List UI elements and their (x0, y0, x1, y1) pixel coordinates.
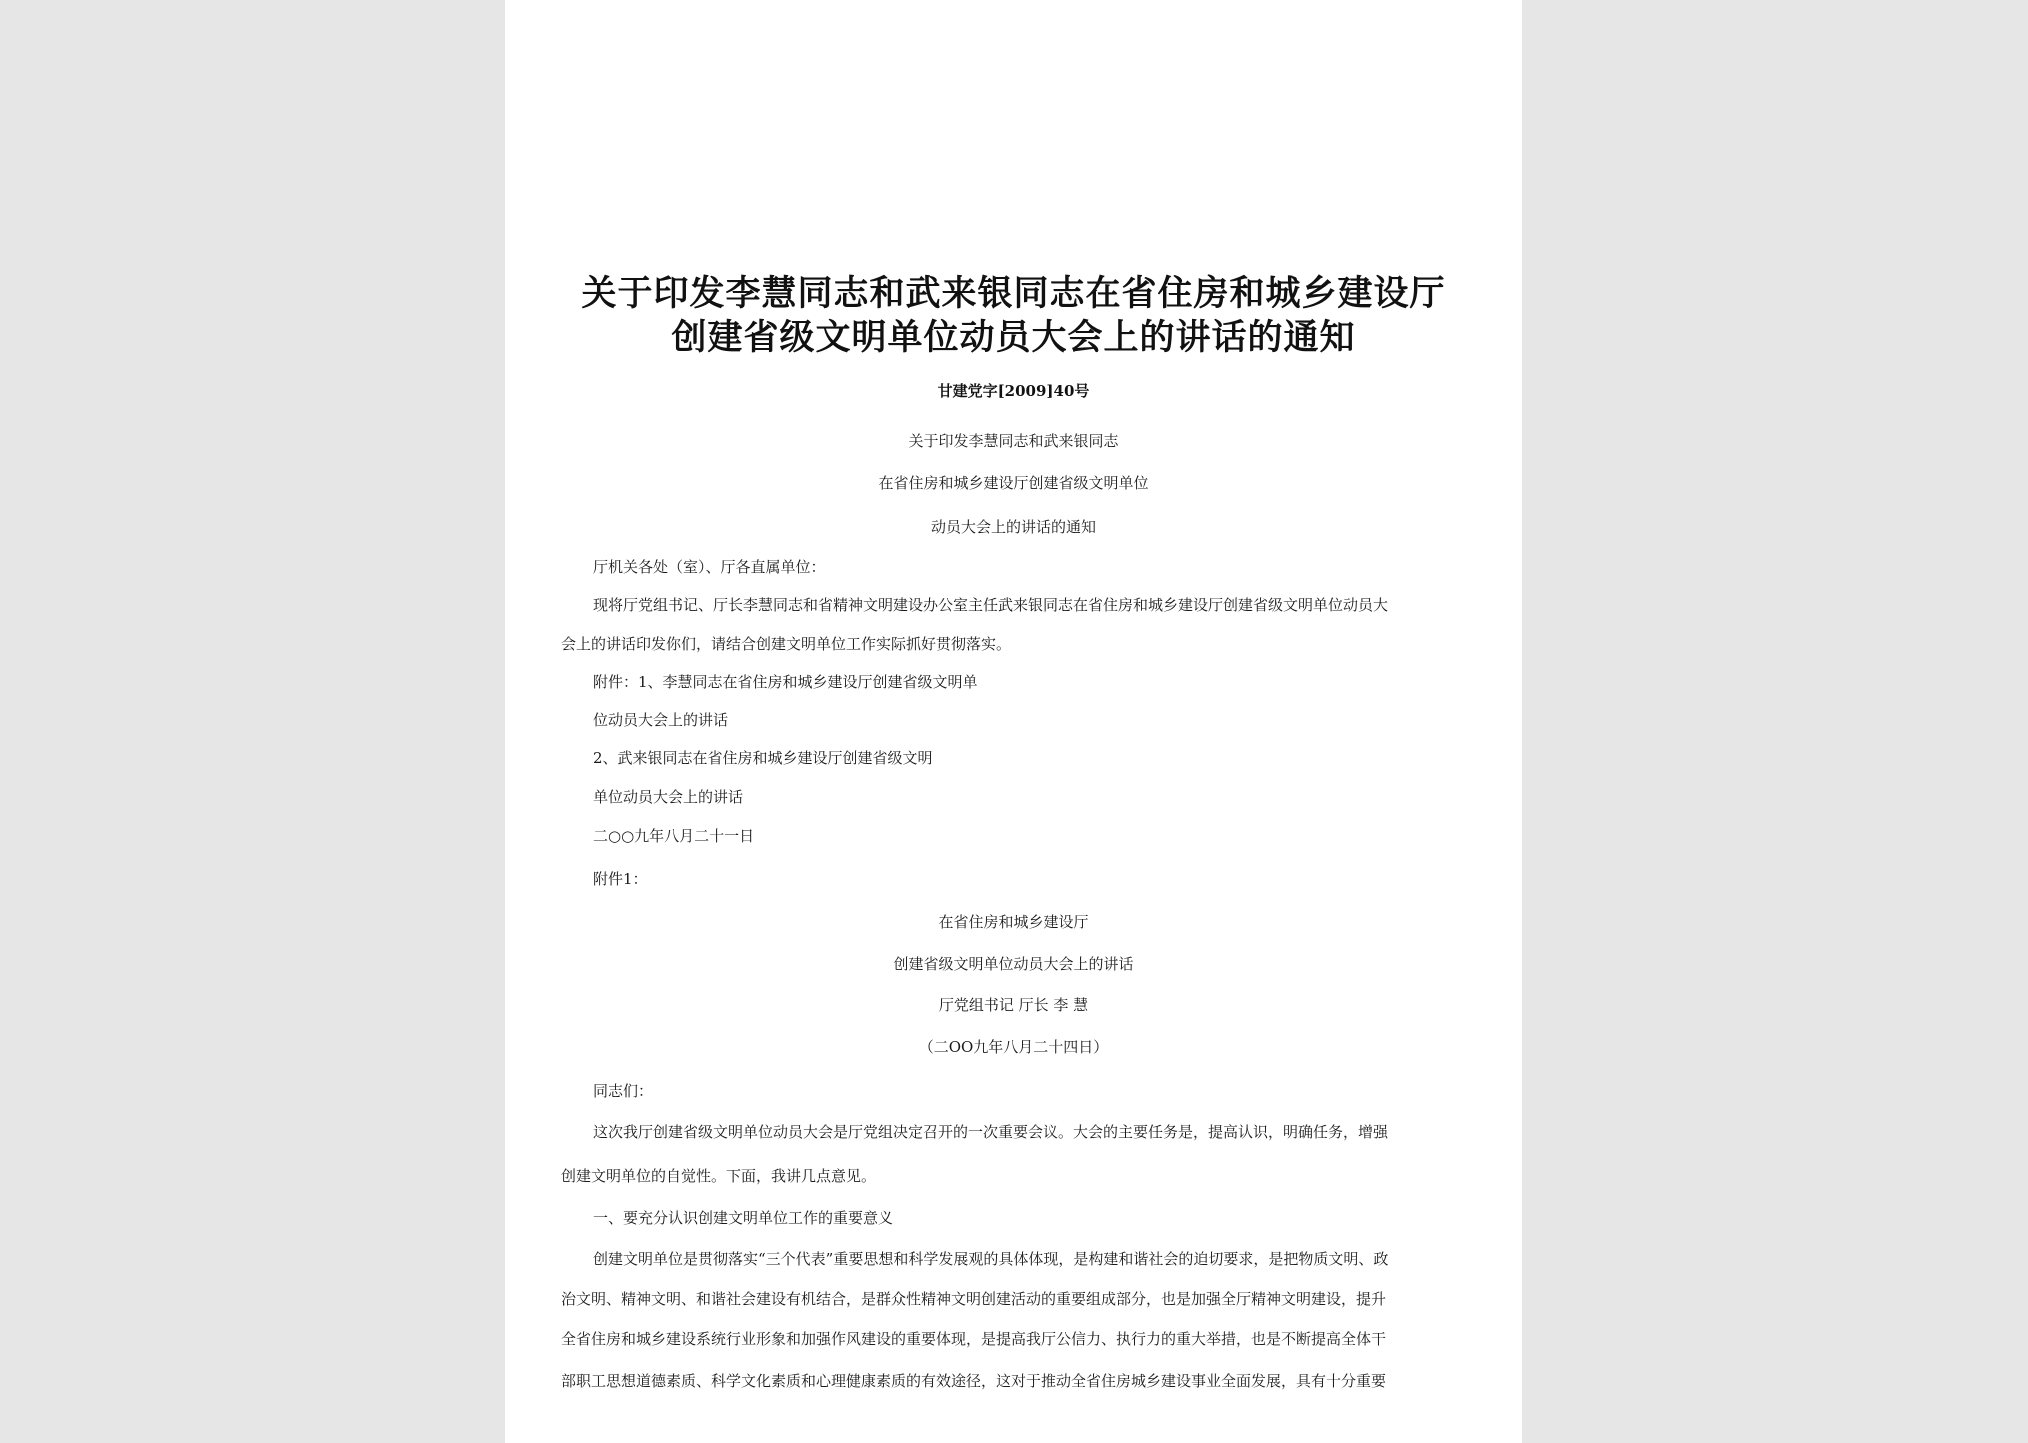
speech-heading-line-2: 创建省级文明单位动员大会上的讲话 (893, 955, 1134, 973)
speech-date: （二OO九年八月二十四日） (918, 1038, 1109, 1056)
subtitle-line-1: 关于印发李慧同志和武来银同志 (908, 432, 1119, 450)
attachment-label: 附件1： (593, 870, 648, 888)
section-one-heading: 一、要充分认识创建文明单位工作的重要意义 (593, 1209, 894, 1227)
notice-date: 二○○九年八月二十一日 (593, 827, 755, 845)
document-title-line-2: 创建省级文明单位动员大会上的讲话的通知 (671, 317, 1356, 358)
subtitle-line-2: 在省住房和城乡建设厅创建省级文明单位 (878, 474, 1149, 492)
attachment-line-4: 单位动员大会上的讲话 (593, 788, 744, 806)
subtitle-line-3: 动员大会上的讲话的通知 (930, 518, 1096, 536)
document-number: 甘建党字[2009]40号 (937, 382, 1090, 400)
section-one-line-2: 治文明、精神文明、和谐社会建设有机结合，是群众性精神文明创建活动的重要组成部分，也是加强全厅精神文明建设，提升 (561, 1290, 1387, 1308)
notice-body-line-1: 现将厅党组书记、厅长李慧同志和省精神文明建设办公室主任武来银同志在省住房和城乡建设厅创建省级文明单位动员大 (593, 596, 1389, 614)
salutation: 同志们： (593, 1082, 654, 1100)
attachment-line-2: 位动员大会上的讲话 (593, 711, 729, 729)
notice-body-line-2: 会上的讲话印发你们，请结合创建文明单位工作实际抓好贯彻落实。 (561, 635, 1012, 653)
speech-intro-line-2: 创建文明单位的自觉性。下面，我讲几点意见。 (561, 1167, 877, 1185)
document-page (505, 0, 1522, 1443)
document-title-line-1: 关于印发李慧同志和武来银同志在省住房和城乡建设厅 (581, 273, 1446, 314)
addressee: 厅机关各处（室）、厅各直属单位： (593, 558, 826, 576)
attachment-line-1: 附件：1、李慧同志在省住房和城乡建设厅创建省级文明单 (593, 673, 978, 691)
speech-intro-line-1: 这次我厅创建省级文明单位动员大会是厅党组决定召开的一次重要会议。大会的主要任务是，提高认识，明确任务，增强 (593, 1123, 1389, 1141)
speech-heading-line-1: 在省住房和城乡建设厅 (938, 913, 1089, 931)
section-one-line-4: 部职工思想道德素质、科学文化素质和心理健康素质的有效途径，这对于推动全省住房城乡建设事业全面发展，具有十分重要 (561, 1372, 1387, 1390)
attachment-line-3: 2、武来银同志在省住房和城乡建设厅创建省级文明 (593, 749, 933, 767)
speech-speaker: 厅党组书记 厅长 李 慧 (938, 996, 1089, 1014)
section-one-line-1: 创建文明单位是贯彻落实“三个代表”重要思想和科学发展观的具体体现，是构建和谐社会的迫切要求，是把物质文明、政 (593, 1250, 1389, 1268)
section-one-line-3: 全省住房和城乡建设系统行业形象和加强作风建设的重要体现，是提高我厅公信力、执行力的重大举措，也是不断提高全体干 (561, 1330, 1387, 1348)
